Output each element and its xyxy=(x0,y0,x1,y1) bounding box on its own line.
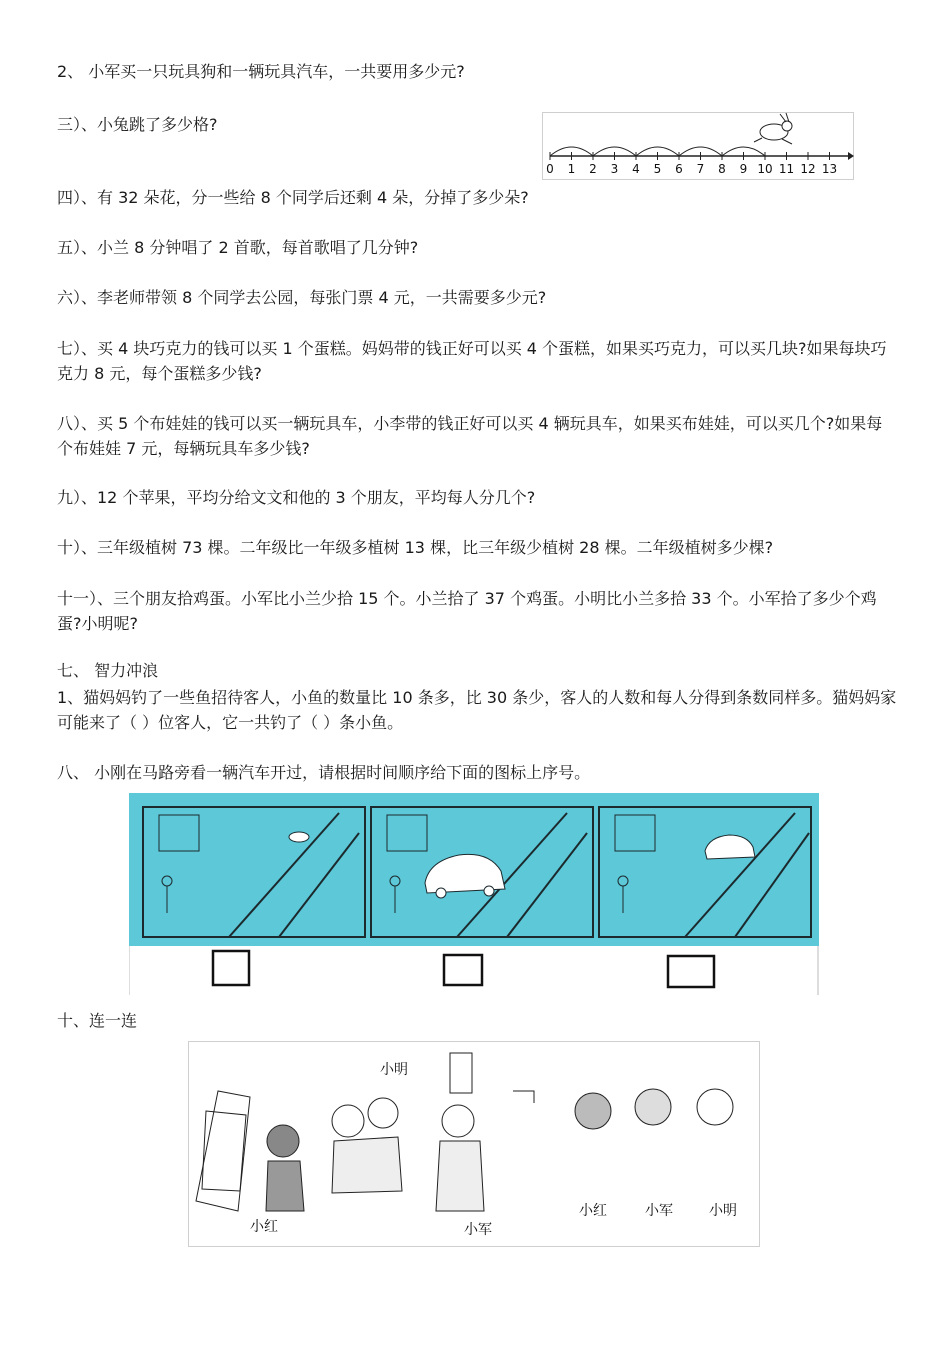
answer-box-1[interactable] xyxy=(213,951,249,985)
head-back-icon xyxy=(575,1093,611,1129)
section-7-title: 七、 智力冲浪 xyxy=(57,661,159,680)
matching-figure xyxy=(188,1041,760,1247)
number-line-tick-label: 10 xyxy=(757,162,773,176)
head-front-icon xyxy=(697,1089,733,1125)
number-line-tick-label: 5 xyxy=(653,162,662,176)
number-line-tick-label: 0 xyxy=(546,162,554,176)
question-10: 十）、三年级植树 73 棵。二年级比一年级多植树 13 棵，比三年级少植树 28 棵。二年级植树多少棵? xyxy=(57,538,774,557)
number-line-figure xyxy=(542,112,854,180)
answer-box-2[interactable] xyxy=(444,955,482,985)
head-label-xiaohong: 小红 xyxy=(579,1203,607,1219)
head-label-xiaoming: 小明 xyxy=(709,1203,737,1219)
question-11: 十一）、三个朋友拾鸡蛋。小军比小兰少拾 15 个。小兰拾了 37 个鸡蛋。小明比小兰多拾 33 个。小军拾了多少个鸡蛋?小明呢? xyxy=(57,589,877,633)
number-line-tick-label: 4 xyxy=(632,162,640,176)
number-line-tick-label: 13 xyxy=(821,162,838,176)
question-9: 九）、12 个苹果，平均分给文文和他的 3 个朋友，平均每人分几个? xyxy=(57,488,536,507)
number-line-tick-label: 12 xyxy=(800,162,816,176)
section-10-title: 十、连一连 xyxy=(57,1011,138,1030)
scene-label-xiaoming: 小明 xyxy=(380,1062,408,1078)
head-label-xiaojun: 小军 xyxy=(645,1203,673,1219)
number-line-tick-label: 7 xyxy=(696,162,705,176)
answer-box-3[interactable] xyxy=(668,956,714,987)
car-sequence-figure xyxy=(129,793,819,995)
scene-label-xiaohong: 小红 xyxy=(250,1219,278,1235)
question-rabbit: 三）、小兔跳了多少格? xyxy=(57,115,218,134)
head-side-icon xyxy=(635,1089,671,1125)
section-8-title: 八、 小刚在马路旁看一辆汽车开过，请根据时间顺序给下面的图标上序号。 xyxy=(57,763,591,782)
question-5: 五）、小兰 8 分钟唱了 2 首歌，每首歌唱了几分钟? xyxy=(57,238,419,257)
question-8: 八）、买 5 个布娃娃的钱可以买一辆玩具车，小李带的钱正好可以买 4 辆玩具车，如果买布娃娃，可以买几个?如果每个布娃娃 7 元，每辆玩具车多少钱? xyxy=(57,414,883,458)
question-6: 六）、李老师带领 8 个同学去公园，每张门票 4 元，一共需要多少元? xyxy=(57,288,547,307)
number-line-tick-label: 9 xyxy=(739,162,748,176)
number-line-tick-label: 8 xyxy=(718,162,726,176)
question-4: 四）、有 32 朵花，分一些给 8 个同学后还剩 4 朵，分掉了多少朵? xyxy=(57,188,529,207)
number-line-tick-label: 6 xyxy=(675,162,683,176)
question-7: 七）、买 4 块巧克力的钱可以买 1 个蛋糕。妈妈带的钱正好可以买 4 个蛋糕，如果买巧克力，可以买几块?如果每块巧克力 8 元，每个蛋糕多少钱? xyxy=(57,339,887,383)
number-line-tick-label: 2 xyxy=(589,162,597,176)
scene-label-xiaojun: 小军 xyxy=(464,1222,492,1238)
section-7-question-1: 1、猫妈妈钓了一些鱼招待客人，小鱼的数量比 10 条多，比 30 条少，客人的人数和每人分得到条数同样多。猫妈妈家可能来了（ ）位客人，它一共钓了（ ）条小鱼。 xyxy=(57,688,897,732)
heads-row xyxy=(575,1089,733,1129)
number-line-tick-label: 3 xyxy=(610,162,619,176)
number-line-tick-label: 1 xyxy=(567,162,576,176)
number-line-tick-label: 11 xyxy=(778,162,795,176)
question-2: 2、 小军买一只玩具狗和一辆玩具汽车，一共要用多少元? xyxy=(57,62,465,81)
